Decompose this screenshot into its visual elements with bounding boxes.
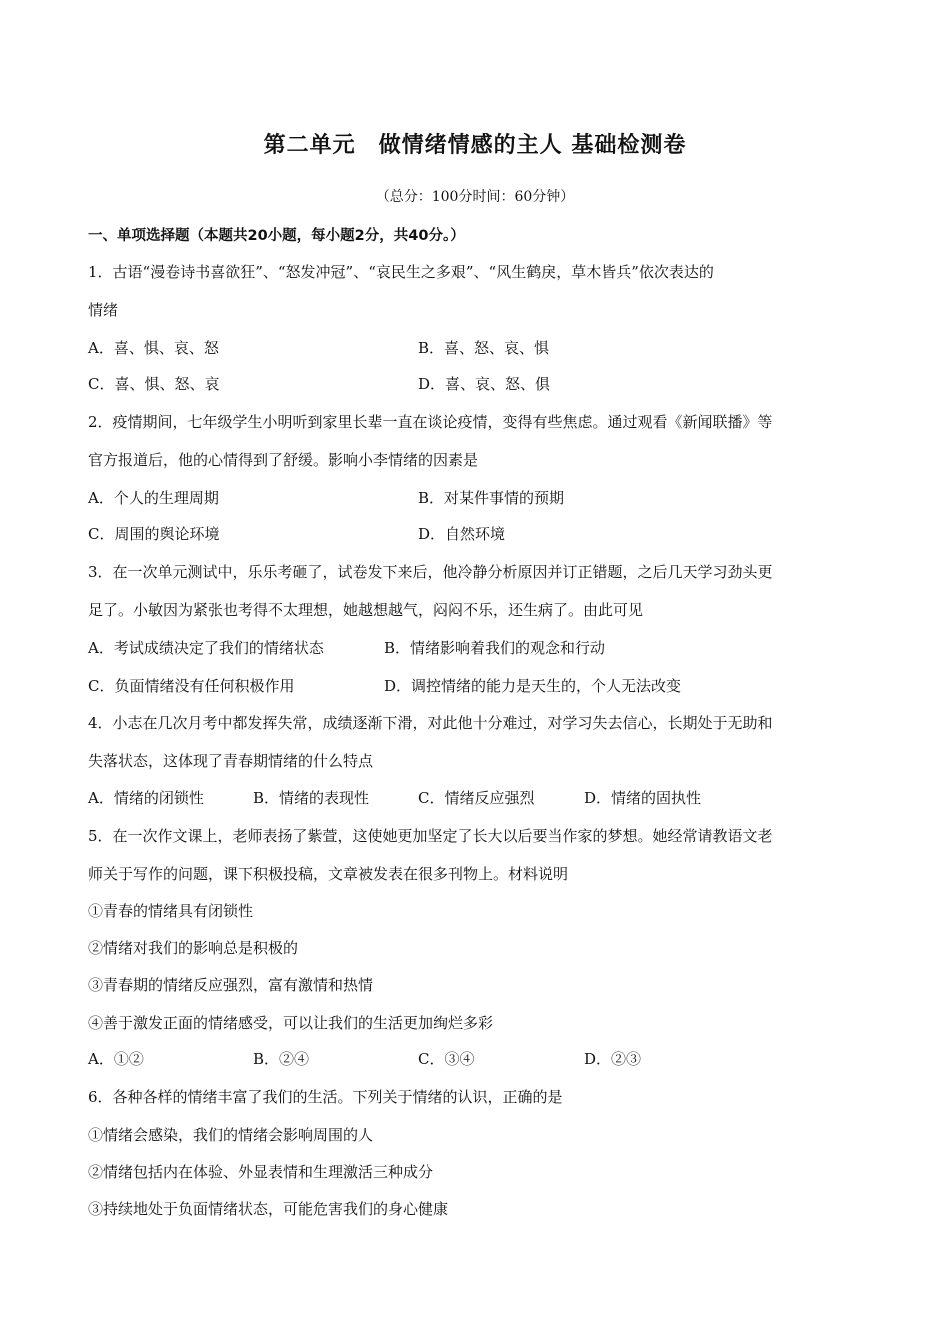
question-3-option-c: C．负面情绪没有任何积极作用 bbox=[88, 677, 295, 695]
question-4-stem: 4．小志在几次月考中都发挥失常，成绩逐渐下滑，对此他十分难过，对学习失去信心，长期处于无助和 bbox=[88, 714, 773, 732]
question-1-option-a: A．喜、惧、哀、怒 bbox=[88, 339, 219, 357]
question-1-option-c: C．喜、惧、怒、哀 bbox=[88, 375, 220, 393]
question-5-stem-cont: 师关于写作的问题，课下积极投稿，文章被发表在很多刊物上。材料说明 bbox=[88, 865, 569, 883]
question-4-stem-cont: 失落状态，这体现了青春期情绪的什么特点 bbox=[88, 752, 374, 770]
question-4-option-d: D．情绪的固执性 bbox=[584, 789, 702, 807]
question-1-stem: 1．古语“漫卷诗书喜欲狂”、“怒发冲冠”、“哀民生之多艰”、“风生鹤戾，草木皆兵”依次表达的 bbox=[88, 263, 714, 281]
question-6-statement-1: ①情绪会感染，我们的情绪会影响周围的人 bbox=[88, 1126, 374, 1144]
question-3-stem: 3．在一次单元测试中，乐乐考砸了，试卷发下来后，他冷静分析原因并订正错题，之后几天学习劲头更 bbox=[88, 563, 773, 581]
question-1-stem-cont: 情绪 bbox=[88, 301, 119, 319]
score-time-info: （总分：100分时间：60分钟） bbox=[375, 189, 575, 205]
question-1-option-d: D．喜、哀、怒、俱 bbox=[418, 375, 551, 393]
question-3-option-d: D．调控情绪的能力是天生的，个人无法改变 bbox=[384, 677, 682, 695]
question-6-statement-3: ③持续地处于负面情绪状态，可能危害我们的身心健康 bbox=[88, 1200, 449, 1218]
question-1-option-b: B．喜、怒、哀、惧 bbox=[418, 339, 550, 357]
question-4-option-a: A．情绪的闭锁性 bbox=[88, 789, 204, 807]
question-6-stem: 6．各种各样的情绪丰富了我们的生活。下列关于情绪的认识，正确的是 bbox=[88, 1088, 563, 1106]
question-5-statement-4: ④善于激发正面的情绪感受，可以让我们的生活更加绚烂多彩 bbox=[88, 1014, 494, 1032]
question-2-option-b: B．对某件事情的预期 bbox=[418, 489, 565, 507]
question-2-stem: 2．疫情期间，七年级学生小明听到家里长辈一直在谈论疫情，变得有些焦虑。通过观看《新闻联播》等 bbox=[88, 413, 773, 431]
question-5-statement-3: ③青春期的情绪反应强烈，富有激情和热情 bbox=[88, 976, 374, 994]
question-3-option-a: A．考试成绩决定了我们的情绪状态 bbox=[88, 639, 324, 657]
document-title: 第二单元 做情绪情感的主人 基础检测卷 bbox=[263, 133, 687, 158]
question-4-option-b: B．情绪的表现性 bbox=[253, 789, 370, 807]
question-3-stem-cont: 足了。小敏因为紧张也考得不太理想，她越想越气，闷闷不乐，还生病了。由此可见 bbox=[88, 601, 644, 619]
section-heading: 一、单项选择题（本题共20小题，每小题2分，共40分。） bbox=[88, 228, 465, 244]
question-4-option-c: C．情绪反应强烈 bbox=[418, 789, 535, 807]
question-5-stem: 5．在一次作文课上，老师表扬了紫萱，这使她更加坚定了长大以后要当作家的梦想。她经常请教语文老 bbox=[88, 827, 773, 845]
question-5-option-c: C．③④ bbox=[418, 1050, 475, 1068]
question-5-statement-2: ②情绪对我们的影响总是积极的 bbox=[88, 939, 299, 957]
question-2-stem-cont: 官方报道后，他的心情得到了舒缓。影响小李情绪的因素是 bbox=[88, 451, 479, 469]
question-5-statement-1: ①青春的情绪具有闭锁性 bbox=[88, 902, 254, 920]
question-5-option-b: B．②④ bbox=[253, 1050, 310, 1068]
question-6-statement-2: ②情绪包括内在体验、外显表情和生理激活三种成分 bbox=[88, 1163, 434, 1181]
question-5-option-d: D．②③ bbox=[584, 1050, 642, 1068]
question-3-option-b: B．情绪影响着我们的观念和行动 bbox=[384, 639, 606, 657]
question-2-option-c: C．周围的舆论环境 bbox=[88, 525, 220, 543]
question-2-option-a: A．个人的生理周期 bbox=[88, 489, 219, 507]
question-2-option-d: D．自然环境 bbox=[418, 525, 506, 543]
question-5-option-a: A．①② bbox=[88, 1050, 144, 1068]
